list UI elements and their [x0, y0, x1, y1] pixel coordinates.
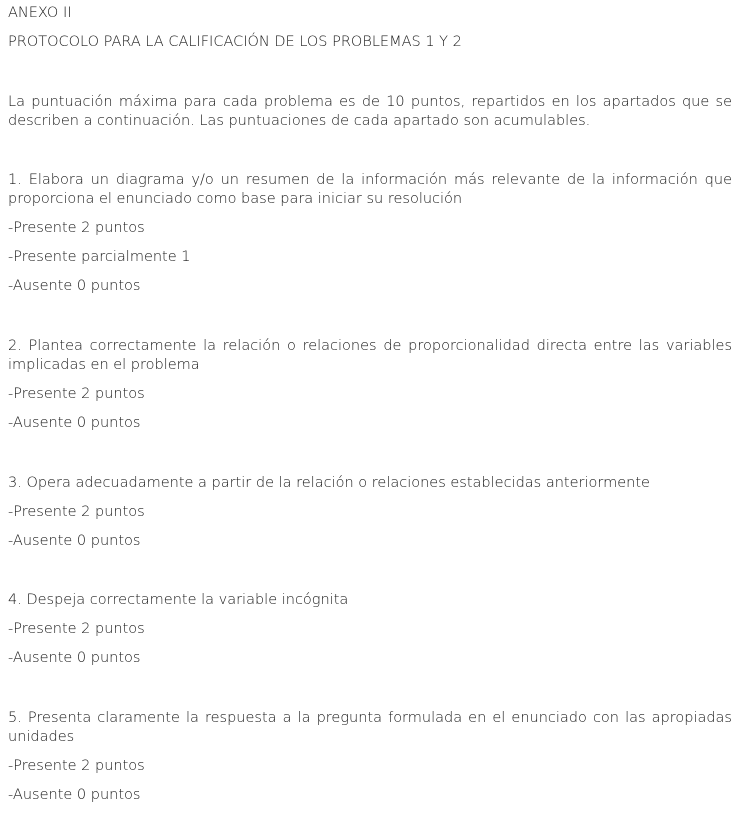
criterion-2-score-1: -Presente 2 puntos	[8, 386, 145, 402]
criterion-2-score-2: -Ausente 0 puntos	[8, 415, 141, 431]
criterion-1-score-3: -Ausente 0 puntos	[8, 278, 141, 294]
criterion-5: 5. Presenta claramente la respuesta a la pregunta formulada en el enunciado con las apropiadas unidades	[8, 710, 732, 745]
criterion-2: 2. Plantea correctamente la relación o relaciones de proporcionalidad directa entre las variables implicadas en el problema	[8, 338, 732, 373]
criterion-4: 4. Despeja correctamente la variable incógnita	[8, 592, 349, 608]
criterion-5-score-2: -Ausente 0 puntos	[8, 787, 141, 803]
criterion-1-score-2: -Presente parcialmente 1	[8, 249, 191, 265]
section-title: ANEXO II	[8, 5, 72, 21]
criterion-3: 3. Opera adecuadamente a partir de la relación o relaciones establecidas anteriormente	[8, 475, 650, 491]
criterion-1-score-1: -Presente 2 puntos	[8, 220, 145, 236]
criterion-3-score-1: -Presente 2 puntos	[8, 504, 145, 520]
criterion-4-score-2: -Ausente 0 puntos	[8, 650, 141, 666]
intro-paragraph: La puntuación máxima para cada problema es de 10 puntos, repartidos en los apartados que se describen a continuación. Las puntuaciones de cada apartado son acumulables.	[8, 94, 732, 129]
criterion-5-score-1: -Presente 2 puntos	[8, 758, 145, 774]
criterion-1: 1. Elabora un diagrama y/o un resumen de la información más relevante de la información que proporciona el enunciado como base para iniciar su resolución	[8, 172, 732, 207]
criterion-4-score-1: -Presente 2 puntos	[8, 621, 145, 637]
protocol-title: PROTOCOLO PARA LA CALIFICACIÓN DE LOS PROBLEMAS 1 Y 2	[8, 34, 462, 50]
criterion-3-score-2: -Ausente 0 puntos	[8, 533, 141, 549]
